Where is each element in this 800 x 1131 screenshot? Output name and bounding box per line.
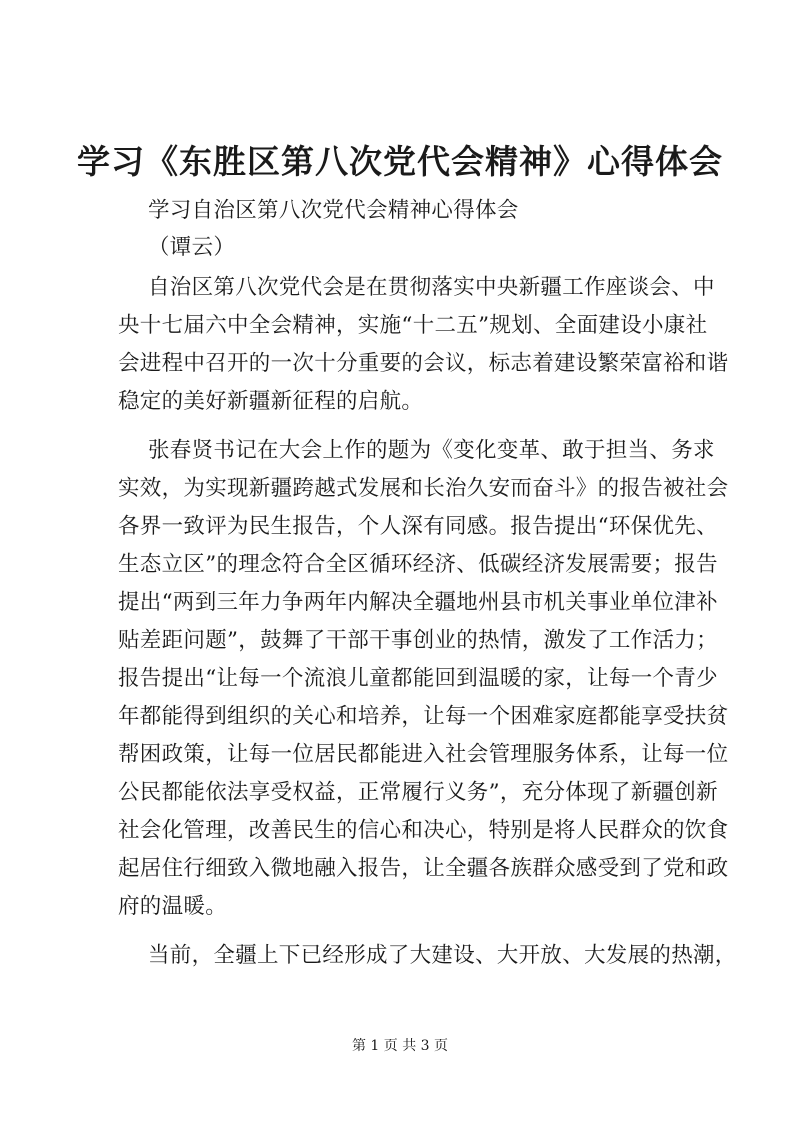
text-line: 帮困政策，让每一位居民都能进入社会管理服务体系，让每一位 bbox=[118, 742, 729, 767]
document-subtitle: 学习自治区第八次党代会精神心得体会 bbox=[148, 198, 519, 223]
text-line: 府的温暖。 bbox=[118, 894, 228, 919]
text-line: 实效，为实现新疆跨越式发展和长治久安而奋斗》的报告被社会 bbox=[118, 476, 729, 501]
document-title: 学习《东胜区第八次党代会精神》心得体会 bbox=[77, 142, 723, 181]
author-line: （谭云） bbox=[148, 235, 236, 260]
text-line: 起居住行细致入微地融入报告，让全疆各族群众感受到了党和政 bbox=[118, 856, 729, 881]
text-line: 年都能得到组织的关心和培养，让每一个困难家庭都能享受扶贫 bbox=[118, 704, 729, 729]
text-line: 各界一致评为民生报告，个人深有同感。报告提出“环保优先、 bbox=[118, 514, 718, 539]
text-line: 贴差距问题”，鼓舞了干部干事创业的热情，激发了工作活力； bbox=[118, 628, 718, 653]
text-line: 社会化管理，改善民生的信心和决心，特别是将人民群众的饮食 bbox=[118, 818, 729, 843]
text-line: 提出“两到三年力争两年内解决全疆地州县市机关事业单位津补 bbox=[118, 590, 718, 615]
text-line: 张春贤书记在大会上作的题为《变化变革、敢于担当、务求 bbox=[148, 438, 715, 463]
page-number-footer: 第 1 页 共 3 页 bbox=[351, 1038, 449, 1054]
text-line: 会进程中召开的一次十分重要的会议，标志着建设繁荣富裕和谐 bbox=[118, 351, 729, 376]
text-line: 当前，全疆上下已经形成了大建设、大开放、大发展的热潮， bbox=[148, 943, 737, 968]
text-line: 报告提出“让每一个流浪儿童都能回到温暖的家，让每一个青少 bbox=[118, 666, 718, 691]
text-line: 稳定的美好新疆新征程的启航。 bbox=[118, 389, 424, 414]
text-line: 生态立区”的理念符合全区循环经济、低碳经济发展需要；报告 bbox=[118, 552, 718, 577]
text-line: 央十七届六中全会精神，实施“十二五”规划、全面建设小康社 bbox=[118, 313, 708, 338]
text-line: 公民都能依法享受权益，正常履行义务”，充分体现了新疆创新 bbox=[118, 780, 718, 805]
text-line: 自治区第八次党代会是在贯彻落实中央新疆工作座谈会、中 bbox=[148, 275, 715, 300]
